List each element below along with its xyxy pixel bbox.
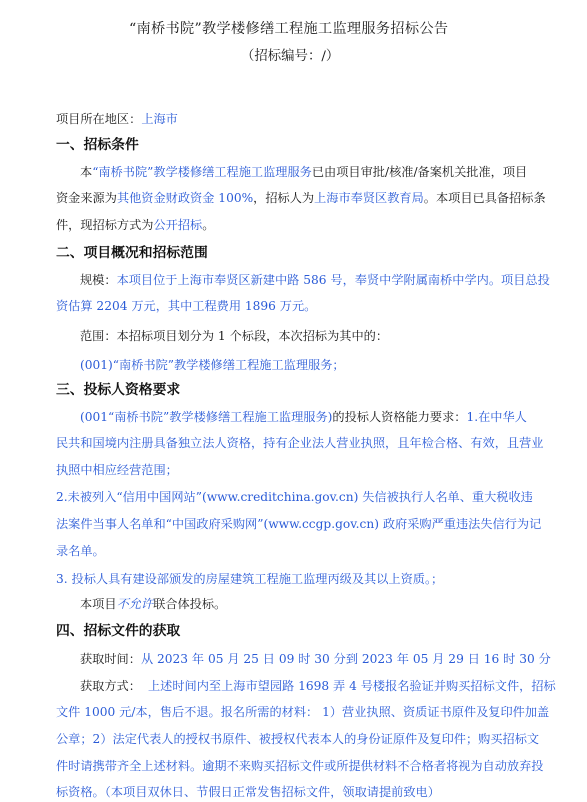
project-name: “南桥书院”教学楼修缮工程施工监理服务 — [92, 165, 312, 179]
scale-line-1 — [80, 272, 550, 288]
requirement-text: 的投标人资格能力要求： — [332, 410, 467, 424]
requirement-2-line-2: 法案件当事人名单和“中国政府采购网”(www.ccgp.gov.cn) 政府采购严重违法失信行为记 — [56, 517, 542, 531]
consortium-text: 本项目 — [80, 597, 117, 611]
requirement-text: 1.在中华人 — [466, 410, 527, 424]
requirement-1-line-3: 执照中相应经营范围； — [56, 463, 178, 477]
consortium-status: 不允许 — [116, 597, 154, 611]
conditions-text: 本 — [80, 165, 93, 179]
region-label: 项目所在地区： — [56, 112, 142, 126]
conditions-text: 。 — [202, 218, 215, 232]
lot-item: (001)“南桥书院”教学楼修缮工程施工监理服务； — [80, 358, 345, 372]
scale-line-2: 资估算 2204 万元，其中工程费用 1896 万元。 — [56, 299, 317, 313]
conditions-text: 。本项目已具备招标条 — [423, 191, 546, 205]
conditions-text: 件，现招标方式为 — [56, 218, 154, 232]
scale-label: 规模： — [80, 273, 117, 287]
conditions-line-3 — [56, 217, 214, 233]
requirement-3: 3. 投标人具有建设部颁发的房屋建筑工程施工监理丙级及其以上资质。； — [56, 572, 444, 586]
section-heading-1: 一、招标条件 — [56, 137, 139, 153]
acquire-time-label: 获取时间： — [80, 652, 141, 666]
requirement-2-line-3: 录名单。 — [56, 544, 105, 558]
project-region — [56, 111, 178, 127]
conditions-text: 已由项目审批/核准/备案机关批准，项目 — [311, 165, 528, 179]
tender-method: 公开招标 — [153, 218, 203, 232]
acquire-time-value: 从 2023 年 05 月 25 日 09 时 30 分到 2023 年 05 月 29 日 16 时 30 分 — [140, 652, 551, 666]
acquire-method-line-1: 上述时间内至上海市望园路 1698 弄 4 号楼报名验证并购买招标文件，招标 — [148, 679, 556, 693]
region-value: 上海市 — [141, 112, 178, 126]
acquire-method-label: 获取方式： — [80, 679, 141, 693]
section-heading-3: 三、投标人资格要求 — [56, 382, 181, 398]
section-heading-2: 二、项目概况和招标范围 — [56, 245, 208, 261]
fund-source: 其他资金财政资金 100% — [116, 191, 254, 205]
conditions-text: ，招标人为 — [253, 191, 315, 205]
scale-text: 本项目位于上海市奉贤区新建中路 586 号，奉贤中学附属南桥中学内。项目总投 — [116, 273, 550, 287]
acquire-method-line-5: 标资格。（本项目双休日、节假日正常发售招标文件，领取请提前致电） — [56, 785, 440, 799]
conditions-text: 资金来源为 — [56, 191, 117, 205]
acquire-time — [80, 651, 551, 667]
conditions-line-2 — [56, 190, 546, 206]
acquire-method-line-2: 文件 1000 元/本，售后不退。报名所需的材料： 1）营业执照、资质证书原件及复印件加盖 — [56, 705, 550, 719]
tender-number: （招标编号：/） — [241, 49, 340, 64]
lot-reference: (001“南桥书院”教学楼修缮工程施工监理服务) — [80, 410, 333, 424]
acquire-method-line-3: 公章；2）法定代表人的授权书原件、被授权代表本人的身份证原件及复印件；购买招标文 — [56, 732, 540, 746]
requirement-1-line-2: 民共和国境内注册具备独立法人资格，持有企业法人营业执照，且年检合格、有效，且营业 — [56, 436, 544, 450]
document-title: “南桥书院”教学楼修缮工程施工监理服务招标公告 — [129, 21, 449, 37]
requirement-1-line-1 — [80, 409, 527, 425]
conditions-line-1 — [80, 164, 527, 180]
consortium-line — [80, 596, 226, 612]
acquire-method-line-4: 件时请携带齐全上述材料。逾期不来购买招标文件或所提供材料不合格者将视为自动放弃投 — [56, 759, 544, 773]
requirement-2-line-1: 2.未被列入“信用中国网站”(www.creditchina.gov.cn) 失信被执行人名单、重大税收违 — [56, 490, 533, 504]
consortium-text: 联合体投标。 — [153, 597, 227, 611]
scope-text: 范围：本招标项目划分为 1 个标段，本次招标为其中的： — [80, 329, 389, 343]
section-heading-4: 四、招标文件的获取 — [56, 623, 181, 639]
tenderer-name: 上海市奉贤区教育局 — [314, 191, 424, 205]
